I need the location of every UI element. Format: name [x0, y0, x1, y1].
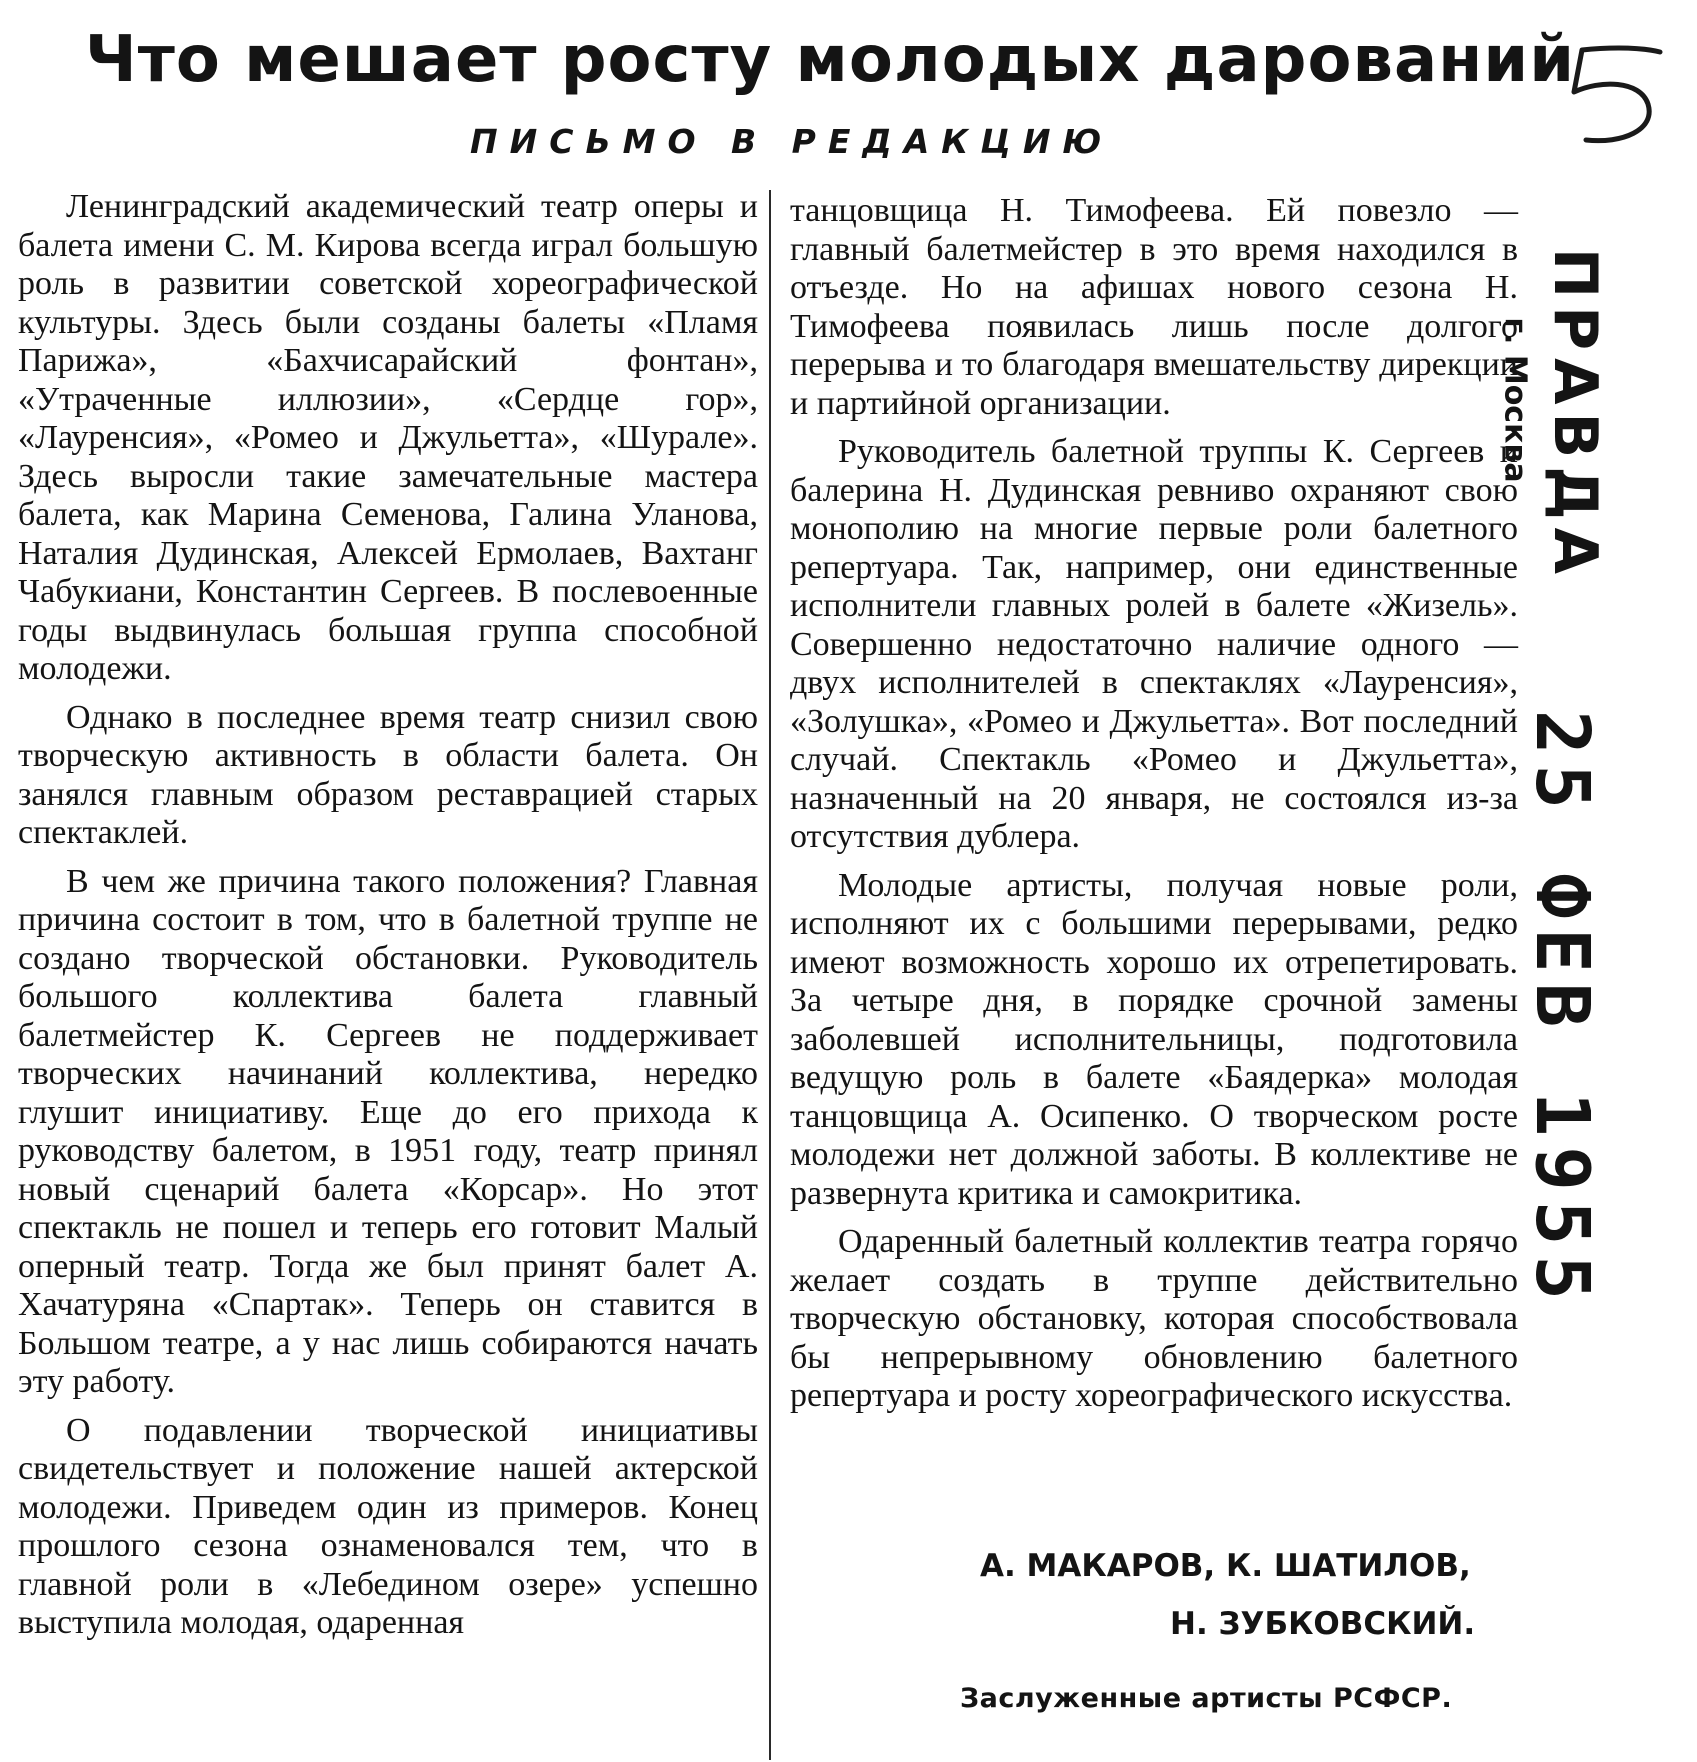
- paragraph: В чем же причина такого положения? Главная причина состоит в том, что в балетной труппе не создано творческой обстановки. Руководитель большого коллектива балета главный балетмейстер К. Сергеев не поддерживает творческих начинаний коллектива, нередко глушит инициативу. Еще до его прихода к руководству балетом, в 1951 году, театр принял новый сценарий балета «Корсар». Но этот спектакль не пошел и теперь его готовит Малый оперный театр. Тогда же был принят балет А. Хачатуряна «Спартак». Теперь он ставится в Большом театре, а у нас лишь собираются начать эту работу.: [18, 862, 758, 1400]
- handwritten-page-number-icon: [1548, 40, 1678, 150]
- newspaper-stamp: ПРАВДА: [1540, 247, 1610, 583]
- signature-names-2: Н. ЗУБКОВСКИЙ.: [1170, 1606, 1476, 1642]
- signature-names: А. МАКАРОВ, К. ШАТИЛОВ,: [980, 1548, 1471, 1584]
- paragraph: танцовщица Н. Тимофеева. Ей повезло — главный балетмейстер в это время находился в отъезде. Но на афишах нового сезона Н. Тимофеева появилась лишь после долгого перерыва и то благодаря вмешательству дирекции и партийной организации.: [790, 192, 1518, 422]
- paragraph: О подавлении творческой инициативы свидетельствует и положение нашей актерской молодежи. Приведем один из примеров. Конец прошлого сезона ознаменовался тем, что в главной роли в «Лебедином озере» успешно выступила молодая, одаренная: [18, 1411, 758, 1641]
- column-divider: [769, 190, 771, 1760]
- paragraph: Молодые артисты, получая новые роли, исполняют их с большими перерывами, редко имеют возможность хорошо их отрепетировать. За четыре дня, в порядке срочной замены заболевшей исполнительницы, подготовила ведущую роль в балете «Баядерка» молодая танцовщица А. Осипенко. О творческом росте молодежи нет должной заботы. В коллективе не развернута критика и самокритика.: [790, 866, 1518, 1212]
- article-column-right: [790, 192, 1518, 1426]
- paragraph: Руководитель балетной труппы К. Сергеев и балерина Н. Дудинская ревниво охраняют свою монополию на многие первые роли балетного репертуара. Так, например, они единственные исполнители главных ролей в балете «Жизель». Совершенно недостаточно наличие одного — двух исполнителей в спектаклях «Лауренсия», «Золушка», «Ромео и Джульетта». Вот последний случай. Спектакль «Ромео и Джульетта», назначенный на 20 января, не состоялся из-за отсутствия дублера.: [790, 433, 1518, 855]
- subtitle: ПИСЬМО В РЕДАКЦИЮ: [470, 122, 1114, 161]
- signature-title: Заслуженные артисты РСФСР.: [960, 1683, 1453, 1714]
- paragraph: Однако в последнее время театр снизил свою творческую активность в области балета. Он занялся главным образом реставрацией старых спектаклей.: [18, 698, 758, 851]
- article-column-left: [18, 188, 758, 1653]
- paragraph: Ленинградский академический театр оперы и балета имени С. М. Кирова всегда играл большую роль в развитии советской хореографической культуры. Здесь были созданы балеты «Пламя Парижа», «Бахчисарайский фонтан», «Утраченные иллюзии», «Сердце гор», «Лауренсия», «Ромео и Джульетта», «Шурале». Здесь выросли такие замечательные мастера балета, как Марина Семенова, Галина Уланова, Наталия Дудинская, Алексей Ермолаев, Вахтанг Чабукиани, Константин Сергеев. В послевоенные годы выдвинулась большая группа способной молодежи.: [18, 188, 758, 687]
- city-stamp: г. Москва: [1497, 317, 1533, 483]
- paragraph: Одаренный балетный коллектив театра горячо желает создать в труппе действительно творческую обстановку, которая способствовала бы непрерывному обновлению балетного репертуара и росту хореографического искусства.: [790, 1223, 1518, 1414]
- date-stamp: 25 ФЕВ 1955: [1519, 709, 1605, 1311]
- headline: Что мешает росту молодых дарований: [85, 23, 1576, 97]
